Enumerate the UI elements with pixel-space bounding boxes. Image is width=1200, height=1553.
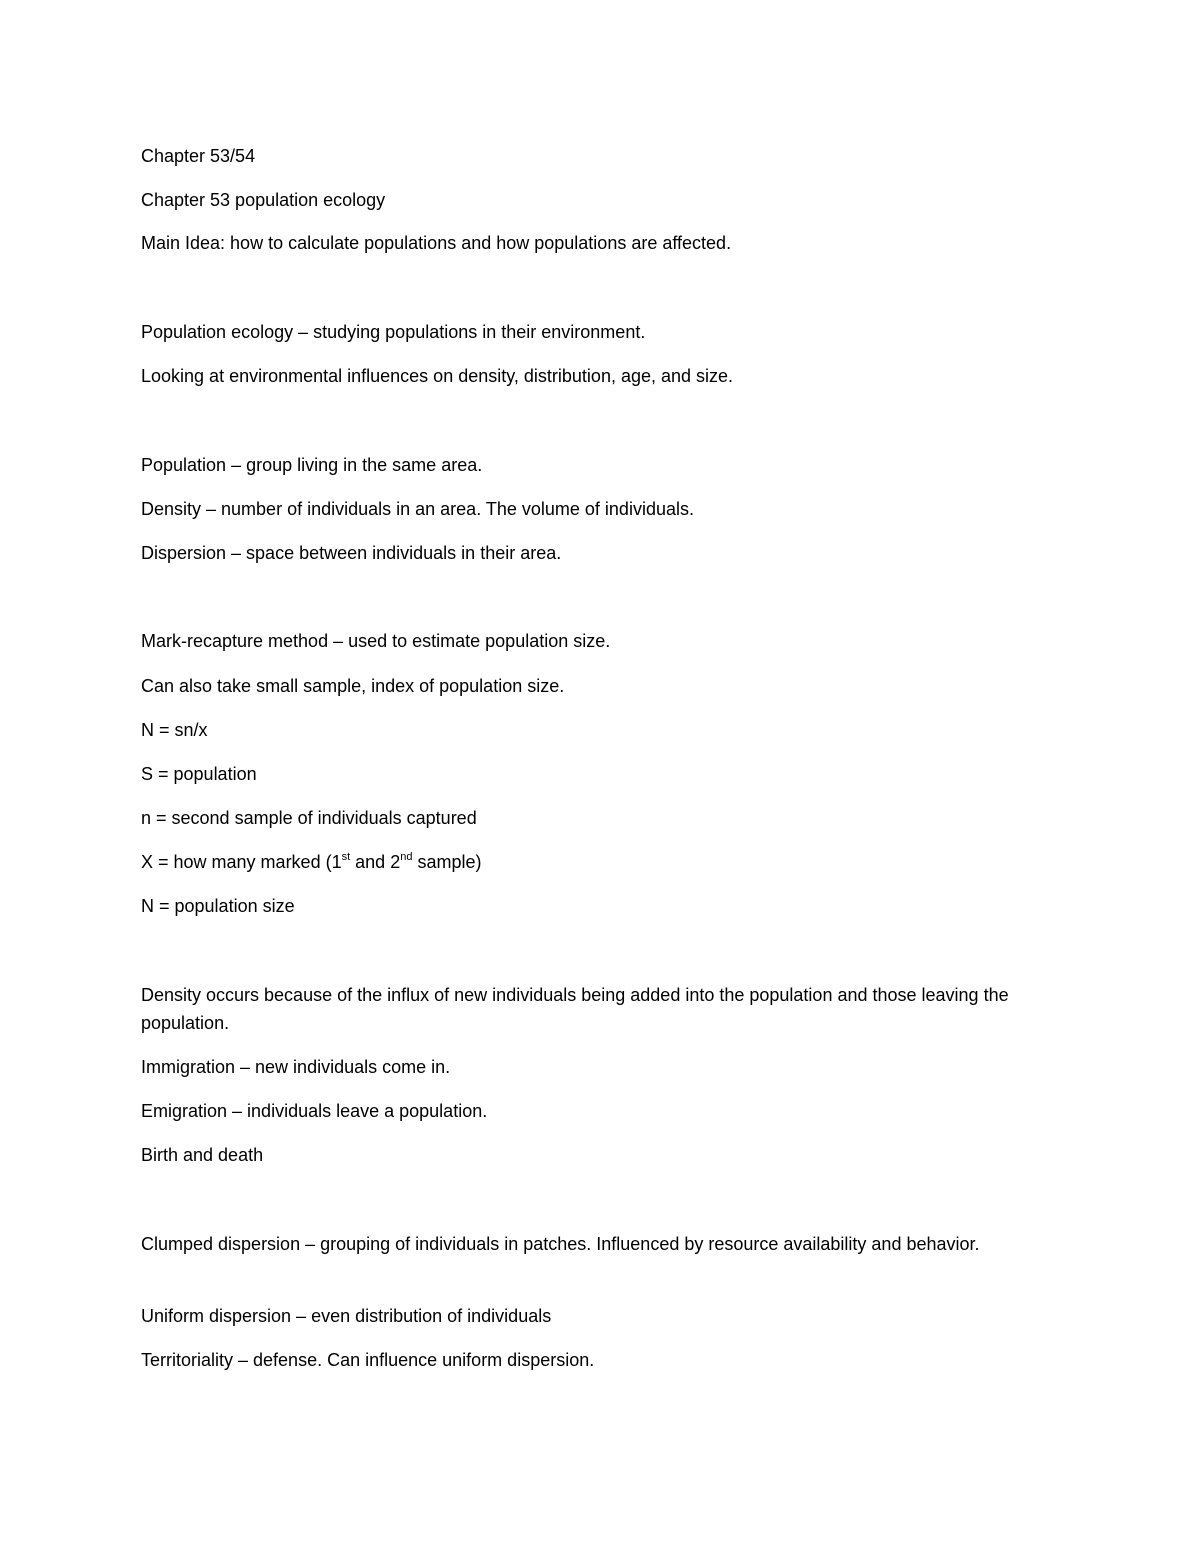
small-sample-note: Can also take small sample, index of population size. [141, 676, 565, 696]
dispersion-definition: Dispersion – space between individuals in their area. [141, 543, 562, 563]
main-idea: Main Idea: how to calculate populations and how populations are affected. [141, 233, 732, 253]
formula: N = sn/x [141, 720, 208, 740]
s-definition: S = population [141, 764, 257, 784]
x-definition: X = how many marked (1st and 2nd sample) [141, 851, 482, 872]
n-definition: n = second sample of individuals captured [141, 808, 477, 828]
emigration-definition: Emigration – individuals leave a population. [141, 1101, 488, 1121]
population-size-definition: N = population size [141, 896, 295, 916]
superscript-st: st [341, 851, 351, 863]
population-definition: Population – group living in the same area. [141, 455, 483, 475]
superscript-nd: nd [400, 851, 413, 863]
mark-recapture-method: Mark-recapture method – used to estimate population size. [141, 631, 611, 651]
density-occurs-paragraph: Density occurs because of the influx of new individuals being added into the population and those leaving the population. [141, 985, 1009, 1033]
clumped-dispersion-paragraph: Clumped dispersion – grouping of individuals in patches. Influenced by resource availability and behavior. [141, 1234, 980, 1254]
uniform-dispersion-definition: Uniform dispersion – even distribution of individuals [141, 1306, 552, 1326]
birth-and-death: Birth and death [141, 1145, 264, 1165]
chapter-subtitle: Chapter 53 population ecology [141, 190, 386, 210]
population-ecology-definition: Population ecology – studying populations in their environment. [141, 322, 646, 342]
density-definition: Density – number of individuals in an area. The volume of individuals. [141, 499, 694, 519]
territoriality-definition: Territoriality – defense. Can influence uniform dispersion. [141, 1350, 595, 1370]
environmental-influences: Looking at environmental influences on density, distribution, age, and size. [141, 366, 734, 386]
immigration-definition: Immigration – new individuals come in. [141, 1057, 451, 1077]
chapter-title: Chapter 53/54 [141, 146, 256, 166]
